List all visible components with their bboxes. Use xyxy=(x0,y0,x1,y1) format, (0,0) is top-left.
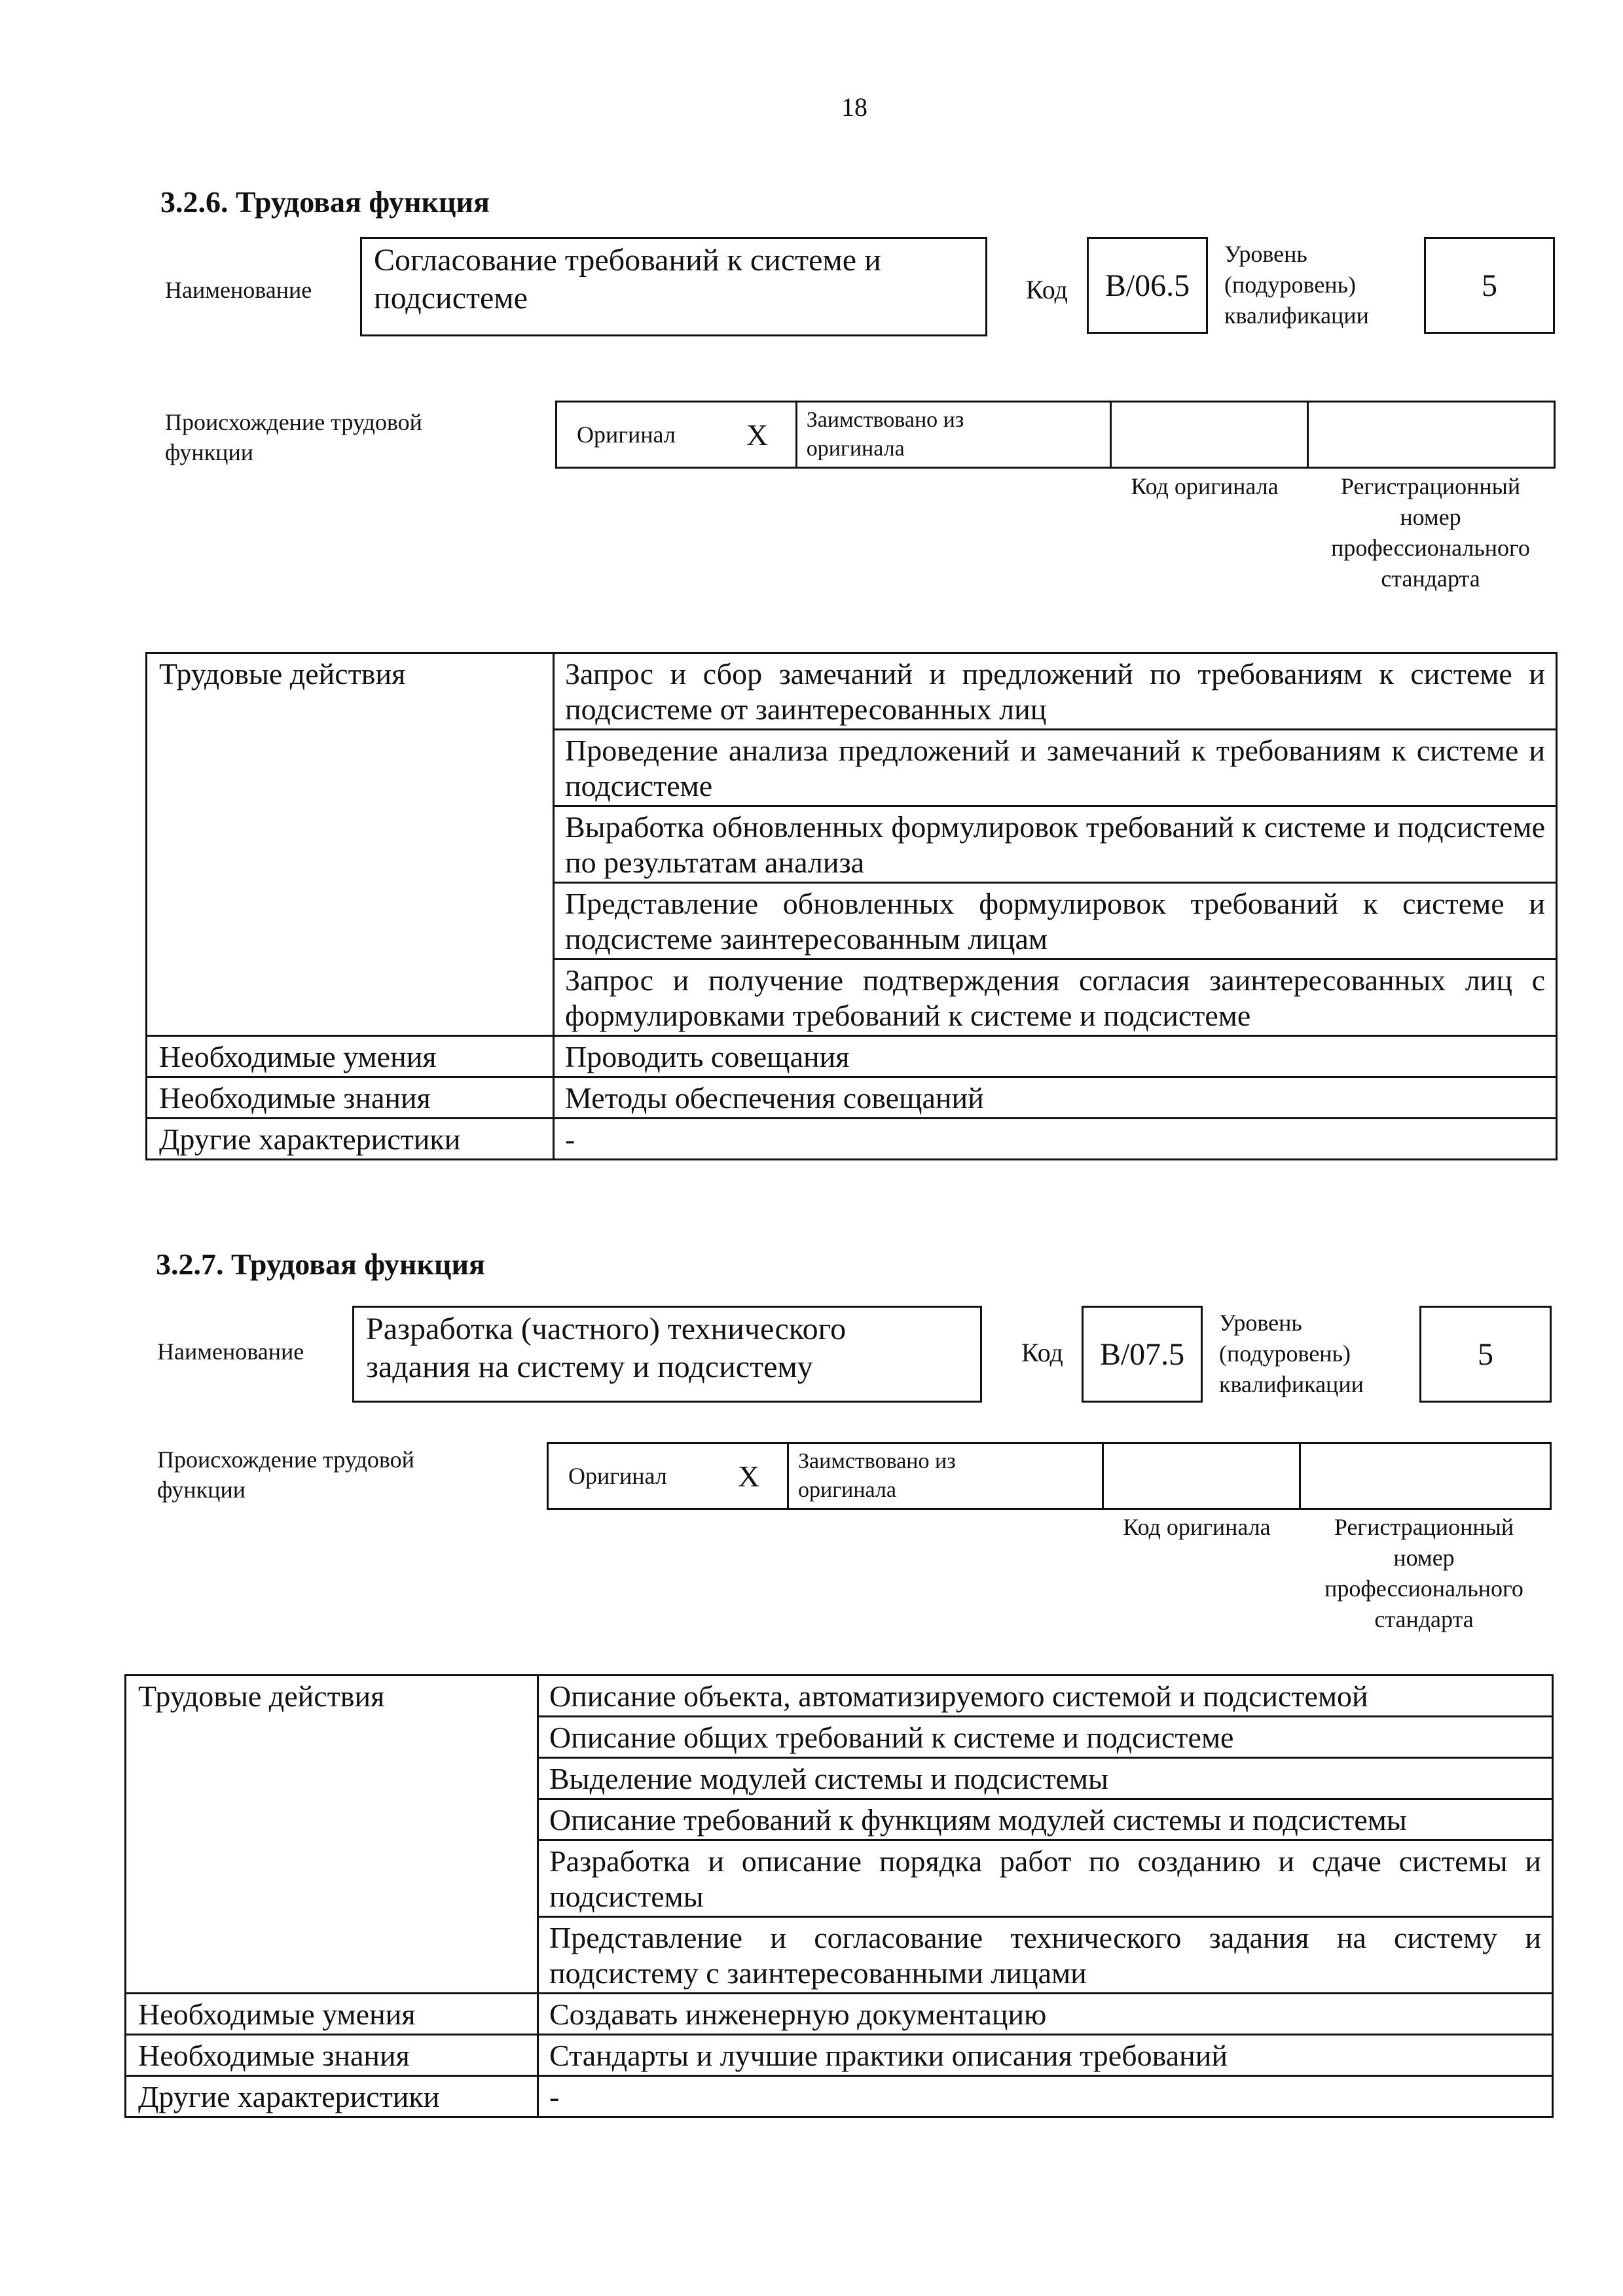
table-row xyxy=(147,1036,1557,1077)
origin-label-line: функции xyxy=(165,439,253,465)
function-name-line: задания на систему и подсистему xyxy=(366,1350,813,1384)
level-label-line: Уровень xyxy=(1219,1310,1302,1336)
reg-number-caption-line: стандарта xyxy=(1381,565,1480,592)
reg-number-caption xyxy=(1293,1512,1555,1635)
table-row xyxy=(126,1994,1553,2035)
knowledge-value: Методы обеспечения совещаний xyxy=(554,1077,1557,1119)
level-label-line: квалификации xyxy=(1219,1371,1364,1397)
original-code-cell xyxy=(1111,402,1307,468)
page-number: 18 xyxy=(841,92,867,122)
reg-number-caption-line: номер xyxy=(1400,504,1461,530)
reg-number-caption-line: Регистрационный xyxy=(1334,1514,1514,1540)
labor-action: Проведение анализа предложений и замечаний к требованиям к системе и подсистеме xyxy=(554,730,1557,806)
origin-label-line: Происхождение трудовой xyxy=(165,409,422,435)
original-code-cell xyxy=(1103,1443,1300,1509)
code-label: Код xyxy=(1026,275,1068,304)
table-row xyxy=(126,2076,1553,2117)
labor-action: Запрос и получение подтверждения согласия заинтересованных лиц с формулировками требований к системе и подсистеме xyxy=(554,960,1557,1036)
origin-table xyxy=(555,401,1556,469)
knowledge-value: Стандарты и лучшие практики описания требований xyxy=(538,2035,1553,2076)
code-label: Код xyxy=(1021,1338,1063,1367)
skills-value: Создавать инженерную документацию xyxy=(538,1994,1553,2035)
reg-number-cell xyxy=(1300,1443,1551,1509)
level-label-line: квалификации xyxy=(1224,302,1369,329)
reg-number-caption-line: стандарта xyxy=(1374,1606,1474,1632)
reg-number-caption-line: профессионального xyxy=(1331,535,1530,561)
level-label-line: (подуровень) xyxy=(1219,1340,1351,1367)
name-label: Наименование xyxy=(157,1338,304,1365)
labor-action: Разработка и описание порядка работ по созданию и сдаче системы и подсистемы xyxy=(538,1840,1553,1917)
skills-label: Необходимые умения xyxy=(126,1994,538,2035)
function-code: В/06.5 xyxy=(1087,237,1208,334)
skills-label: Необходимые умения xyxy=(147,1036,554,1077)
qualification-level: 5 xyxy=(1424,237,1555,334)
borrowed-label-line: оригинала xyxy=(798,1478,896,1502)
function-details-table xyxy=(124,1674,1554,2118)
borrowed-label xyxy=(788,1443,1103,1509)
function-code: В/07.5 xyxy=(1082,1306,1203,1403)
reg-number-caption-line: номер xyxy=(1393,1545,1455,1571)
code-original-caption: Код оригинала xyxy=(1131,473,1279,499)
labor-action: Представление обновленных формулировок требований к системе и подсистеме заинтересованным лицам xyxy=(554,883,1557,960)
reg-number-caption-line: профессионального xyxy=(1324,1575,1523,1602)
table-row xyxy=(147,1119,1557,1160)
other-value: - xyxy=(554,1119,1557,1160)
labor-action: Описание общих требований к системе и подсистеме xyxy=(538,1717,1553,1758)
borrowed-label-line: Заимствовано из xyxy=(806,408,964,432)
function-name-box xyxy=(360,237,987,336)
original-label: Оригинал xyxy=(548,1443,711,1509)
function-name-line: Разработка (частного) технического xyxy=(366,1312,847,1346)
knowledge-label: Необходимые знания xyxy=(126,2035,538,2076)
original-mark: X xyxy=(710,1443,788,1509)
level-label xyxy=(1224,239,1369,331)
other-label: Другие характеристики xyxy=(147,1119,554,1160)
knowledge-label: Необходимые знания xyxy=(147,1077,554,1119)
origin-table xyxy=(547,1442,1552,1510)
level-label-line: Уровень xyxy=(1224,241,1307,267)
borrowed-label-line: оригинала xyxy=(806,437,905,461)
origin-label-line: функции xyxy=(157,1477,246,1503)
original-mark: X xyxy=(719,402,796,468)
skills-value: Проводить совещания xyxy=(554,1036,1557,1077)
section-title: 3.2.6. Трудовая функция xyxy=(160,185,490,219)
labor-actions-label: Трудовые действия xyxy=(126,1676,538,1994)
table-row xyxy=(126,2035,1553,2076)
origin-label xyxy=(165,407,422,467)
reg-number-cell xyxy=(1307,402,1554,468)
qualification-level: 5 xyxy=(1419,1306,1552,1403)
function-name-box xyxy=(352,1306,982,1403)
level-label xyxy=(1219,1308,1364,1400)
section-title: 3.2.7. Трудовая функция xyxy=(156,1247,485,1281)
original-label: Оригинал xyxy=(556,402,720,468)
table-row xyxy=(147,653,1557,730)
labor-action: Представление и согласование технического задания на систему и подсистему с заинтересованными лицами xyxy=(538,1917,1553,1994)
reg-number-caption-line: Регистрационный xyxy=(1340,473,1521,499)
origin-label xyxy=(157,1444,414,1505)
labor-action: Запрос и сбор замечаний и предложений по требованиям к системе и подсистеме от заинтересованных лиц xyxy=(554,653,1557,730)
code-original-caption: Код оригинала xyxy=(1123,1514,1271,1540)
borrowed-label-line: Заимствовано из xyxy=(798,1449,956,1473)
reg-number-caption xyxy=(1300,471,1561,594)
table-row xyxy=(126,1676,1553,1717)
name-label: Наименование xyxy=(165,277,312,303)
function-name-line: Согласование требований к системе и xyxy=(374,243,881,278)
labor-action: Выработка обновленных формулировок требований к системе и подсистеме по результатам анализа xyxy=(554,806,1557,883)
labor-action: Выделение модулей системы и подсистемы xyxy=(538,1758,1553,1799)
other-value: - xyxy=(538,2076,1553,2117)
origin-label-line: Происхождение трудовой xyxy=(157,1446,414,1473)
table-row xyxy=(147,1077,1557,1119)
function-details-table xyxy=(145,652,1558,1160)
labor-action: Описание объекта, автоматизируемого системой и подсистемой xyxy=(538,1676,1553,1717)
borrowed-label xyxy=(796,402,1111,468)
labor-action: Описание требований к функциям модулей системы и подсистемы xyxy=(538,1799,1553,1840)
other-label: Другие характеристики xyxy=(126,2076,538,2117)
labor-actions-label: Трудовые действия xyxy=(147,653,554,1036)
function-name-line: подсистеме xyxy=(374,281,528,315)
level-label-line: (подуровень) xyxy=(1224,272,1356,298)
